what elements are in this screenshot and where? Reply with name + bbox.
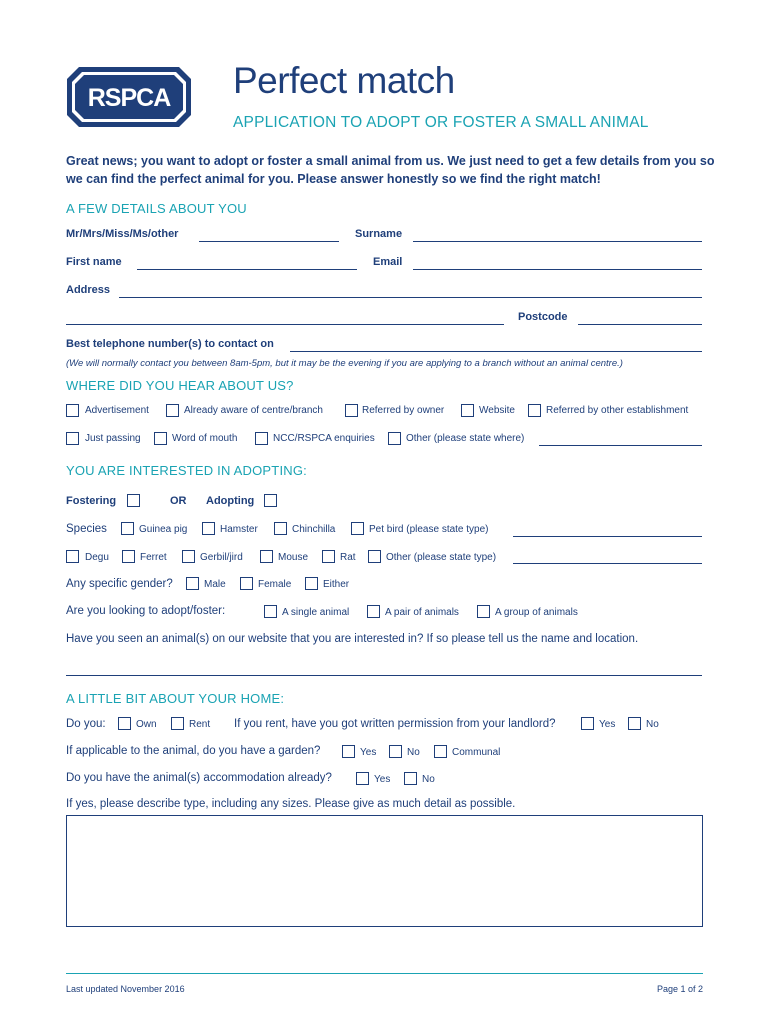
phone-note: (We will normally contact you between 8am-5pm, but it may be the evening if you are applying to a branch without an animal centre.) <box>66 358 623 369</box>
checkbox-rent[interactable] <box>171 717 184 730</box>
option-label: A pair of animals <box>385 607 459 618</box>
checkbox-garden-no[interactable] <box>389 745 402 758</box>
option-label: Other (please state where) <box>406 433 525 444</box>
phone-field[interactable] <box>290 351 702 352</box>
option-label: Rent <box>189 719 211 730</box>
option-label: Yes <box>360 747 377 758</box>
option-label: Female <box>258 579 292 590</box>
checkbox-gerbil[interactable] <box>182 550 195 563</box>
page-title: Perfect match <box>233 60 455 101</box>
firstname-label: First name <box>66 256 122 268</box>
adopting-label: Adopting <box>206 495 255 507</box>
page-subtitle: APPLICATION TO ADOPT OR FOSTER A SMALL ANIMAL <box>233 114 649 131</box>
option-label: Communal <box>452 747 501 758</box>
option-label: Gerbil/jird <box>200 552 243 563</box>
describe-textarea[interactable] <box>66 815 703 927</box>
option-label: Other (please state type) <box>386 552 497 563</box>
address-field-line2[interactable] <box>66 324 504 325</box>
checkbox-rat[interactable] <box>322 550 335 563</box>
option-label: No <box>422 774 435 785</box>
option-label: A single animal <box>282 607 350 618</box>
checkbox-accommodation-no[interactable] <box>404 772 417 785</box>
checkbox-garden-yes[interactable] <box>342 745 355 758</box>
option-label: Referred by owner <box>362 405 445 416</box>
option-label: Ferret <box>140 552 167 563</box>
checkbox-word-of-mouth[interactable] <box>154 432 167 445</box>
checkbox-ncc-rspca[interactable] <box>255 432 268 445</box>
checkbox-other-species[interactable] <box>368 550 381 563</box>
website-answer-field[interactable] <box>66 675 702 676</box>
firstname-field[interactable] <box>137 269 357 270</box>
pet-bird-field[interactable] <box>513 536 702 537</box>
option-label: Chinchilla <box>292 524 336 535</box>
option-label: Hamster <box>220 524 258 535</box>
title-field[interactable] <box>199 241 339 242</box>
rspca-logo <box>67 67 191 127</box>
checkbox-fostering[interactable] <box>127 494 140 507</box>
footer-page-number: Page 1 of 2 <box>656 984 703 994</box>
option-label: Website <box>479 405 515 416</box>
permission-question: If you rent, have you got written permission from your landlord? <box>234 718 556 730</box>
home-heading: A LITTLE BIT ABOUT YOUR HOME: <box>66 691 285 706</box>
option-label: NCC/RSPCA enquiries <box>273 433 375 444</box>
checkbox-chinchilla[interactable] <box>274 522 287 535</box>
option-label: Rat <box>340 552 356 563</box>
checkbox-other-hear[interactable] <box>388 432 401 445</box>
checkbox-referred-by-owner[interactable] <box>345 404 358 417</box>
option-label: No <box>646 719 659 730</box>
checkbox-garden-communal[interactable] <box>434 745 447 758</box>
title-label: Mr/Mrs/Miss/Ms/other <box>66 228 179 240</box>
checkbox-permission-yes[interactable] <box>581 717 594 730</box>
option-label: Guinea pig <box>139 524 188 535</box>
other-species-field[interactable] <box>513 563 702 564</box>
footer-rule <box>66 973 703 974</box>
checkbox-hamster[interactable] <box>202 522 215 535</box>
postcode-label: Postcode <box>518 311 568 323</box>
checkbox-female[interactable] <box>240 577 253 590</box>
option-label: Just passing <box>85 433 141 444</box>
intro-text: Great news; you want to adopt or foster a small animal from us. We just need to get a few details from you so we can find the perfect animal for you. Please answer honestly so we find the right match! <box>66 154 715 186</box>
doyou-question: Do you: <box>66 718 106 730</box>
option-label: Male <box>204 579 226 590</box>
checkbox-website[interactable] <box>461 404 474 417</box>
checkbox-permission-no[interactable] <box>628 717 641 730</box>
option-label: Pet bird (please state type) <box>369 524 489 535</box>
checkbox-single[interactable] <box>264 605 277 618</box>
fostering-label: Fostering <box>66 495 117 507</box>
option-label: A group of animals <box>495 607 578 618</box>
option-label: Yes <box>599 719 616 730</box>
option-label: Already aware of centre/branch <box>184 405 323 416</box>
checkbox-degu[interactable] <box>66 550 79 563</box>
option-label: Either <box>323 579 350 590</box>
checkbox-accommodation-yes[interactable] <box>356 772 369 785</box>
accommodation-question: Do you have the animal(s) accommodation already? <box>66 772 332 784</box>
describe-question: If yes, please describe type, including any sizes. Please give as much detail as possible. <box>66 798 516 810</box>
option-label: Referred by other establishment <box>546 405 689 416</box>
option-label: Yes <box>374 774 391 785</box>
email-field[interactable] <box>413 269 702 270</box>
checkbox-advertisement[interactable] <box>66 404 79 417</box>
checkbox-pair[interactable] <box>367 605 380 618</box>
checkbox-already-aware[interactable] <box>166 404 179 417</box>
option-label: Degu <box>85 552 109 563</box>
surname-label: Surname <box>355 228 403 240</box>
interest-heading: YOU ARE INTERESTED IN ADOPTING: <box>66 463 307 478</box>
option-label: Word of mouth <box>172 433 238 444</box>
species-label: Species <box>66 523 107 535</box>
details-heading: A FEW DETAILS ABOUT YOU <box>66 201 247 216</box>
checkbox-pet-bird[interactable] <box>351 522 364 535</box>
other-hear-field[interactable] <box>539 445 702 446</box>
checkbox-mouse[interactable] <box>260 550 273 563</box>
postcode-field[interactable] <box>578 324 702 325</box>
email-label: Email <box>373 256 403 268</box>
hear-heading: WHERE DID YOU HEAR ABOUT US? <box>66 378 294 393</box>
checkbox-just-passing[interactable] <box>66 432 79 445</box>
checkbox-adopting[interactable] <box>264 494 277 507</box>
or-label: OR <box>170 495 187 507</box>
checkbox-male[interactable] <box>186 577 199 590</box>
address-label: Address <box>66 284 111 296</box>
checkbox-group[interactable] <box>477 605 490 618</box>
checkbox-own[interactable] <box>118 717 131 730</box>
option-label: Own <box>136 719 157 730</box>
number-question: Are you looking to adopt/foster: <box>66 605 226 617</box>
checkbox-referred-other[interactable] <box>528 404 541 417</box>
footer-updated: Last updated November 2016 <box>66 984 185 994</box>
logo-text: RSPCA <box>87 84 171 112</box>
option-label: Mouse <box>278 552 309 563</box>
gender-question: Any specific gender? <box>66 578 173 590</box>
option-label: Advertisement <box>85 405 149 416</box>
checkbox-either[interactable] <box>305 577 318 590</box>
phone-label: Best telephone number(s) to contact on <box>66 338 274 350</box>
checkbox-ferret[interactable] <box>122 550 135 563</box>
address-field[interactable] <box>119 297 702 298</box>
garden-question: If applicable to the animal, do you have a garden? <box>66 745 321 757</box>
website-question: Have you seen an animal(s) on our website that you are interested in? If so please tell us the name and location. <box>66 633 639 645</box>
checkbox-guinea-pig[interactable] <box>121 522 134 535</box>
option-label: No <box>407 747 420 758</box>
surname-field[interactable] <box>413 241 702 242</box>
